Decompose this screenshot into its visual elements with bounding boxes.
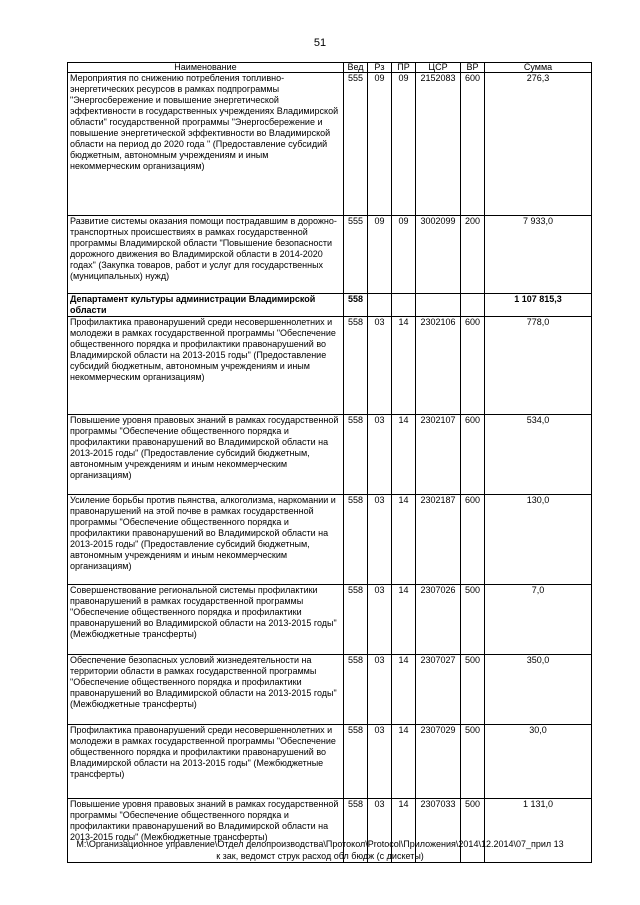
cell-csr: 2152083 xyxy=(416,73,461,216)
cell-sum: 778,0 xyxy=(485,317,592,415)
cell-pr: 14 xyxy=(392,585,416,655)
cell-rz xyxy=(368,294,392,317)
footer-line-1: M:\Организационное управление\Отдел делопроизводства\Протокол\Protocol\Приложения\2014\12.2014\07_прил 13 xyxy=(76,839,564,849)
cell-ved: 558 xyxy=(344,415,368,495)
cell-ved: 555 xyxy=(344,73,368,216)
table-row xyxy=(68,294,592,317)
table-row xyxy=(68,725,592,799)
cell-vr: 500 xyxy=(461,725,485,799)
cell-ved: 558 xyxy=(344,294,368,317)
table-header-row xyxy=(68,63,592,73)
table-row xyxy=(68,317,592,415)
cell-csr: 2307027 xyxy=(416,655,461,725)
cell-rz: 03 xyxy=(368,799,392,863)
cell-sum: 7 933,0 xyxy=(485,216,592,294)
cell-csr: 2302187 xyxy=(416,495,461,585)
cell-csr: 2302107 xyxy=(416,415,461,495)
cell-name: Департамент культуры администрации Владимирской области xyxy=(68,294,344,317)
cell-sum: 276,3 xyxy=(485,73,592,216)
cell-rz: 09 xyxy=(368,216,392,294)
cell-name: Мероприятия по снижению потребления топливно-энергетических ресурсов в рамках подпрограммы "Энергосбережение и повышение энергетической эффективности в государственных учреждениях Владимирской области" государственной программы "Энергосбережение и повышение энергетической эффективности во Владимирской области на период до 2020 года " (Предоставление субсидий бюджетным, автономным учреждениям и иным некоммерческим организациям) xyxy=(68,73,344,216)
cell-pr: 14 xyxy=(392,495,416,585)
cell-csr: 2307026 xyxy=(416,585,461,655)
cell-csr: 2307029 xyxy=(416,725,461,799)
cell-rz: 03 xyxy=(368,415,392,495)
cell-ved: 558 xyxy=(344,725,368,799)
cell-ved: 558 xyxy=(344,585,368,655)
table-row xyxy=(68,655,592,725)
footer-line-2: к зак, ведомст струк расход обл бюдж (с дискеты) xyxy=(216,851,424,861)
cell-name: Развитие системы оказания помощи пострадавшим в дорожно-транспортных происшествиях в рамках государственной программы Владимирской области "Повышение безопасности дорожного движения во Владимирской области в 2014-2020 годах" (Закупка товаров, работ и услуг для государственных (муниципальных) нужд) xyxy=(68,216,344,294)
header-sum: Сумма xyxy=(485,63,592,73)
cell-sum: 350,0 xyxy=(485,655,592,725)
cell-rz: 09 xyxy=(368,73,392,216)
cell-name: Профилактика правонарушений среди несовершеннолетних и молодежи в рамках государственной программы "Обеспечение общественного порядка и профилактики правонарушений во Владимирской области на 2013-2015 годы" (Межбюджетные трансферты) xyxy=(68,725,344,799)
cell-name: Профилактика правонарушений среди несовершеннолетних и молодежи в рамках государственной программы "Обеспечение общественного порядка и профилактики правонарушений во Владимирской области на 2013-2015 годы" (Предоставление субсидий бюджетным, автономным учреждениям и иным некоммерческим организациям) xyxy=(68,317,344,415)
header-name: Наименование xyxy=(68,63,344,73)
table-row xyxy=(68,73,592,216)
header-vr: ВР xyxy=(461,63,485,73)
cell-pr: 14 xyxy=(392,655,416,725)
cell-rz: 03 xyxy=(368,317,392,415)
cell-sum: 30,0 xyxy=(485,725,592,799)
cell-ved: 558 xyxy=(344,799,368,863)
cell-rz: 03 xyxy=(368,495,392,585)
cell-sum: 534,0 xyxy=(485,415,592,495)
table-row xyxy=(68,585,592,655)
cell-csr: 3002099 xyxy=(416,216,461,294)
cell-pr: 09 xyxy=(392,73,416,216)
cell-name: Повышение уровня правовых знаний в рамках государственной программы "Обеспечение общественного порядка и профилактики правонарушений во Владимирской области на 2013-2015 годы" (Межбюджетные трансферты) xyxy=(68,799,344,863)
cell-ved: 558 xyxy=(344,495,368,585)
budget-table xyxy=(67,62,592,863)
cell-pr: 14 xyxy=(392,799,416,863)
cell-vr xyxy=(461,294,485,317)
cell-rz: 03 xyxy=(368,655,392,725)
cell-rz: 03 xyxy=(368,585,392,655)
cell-pr: 14 xyxy=(392,317,416,415)
cell-csr: 2302106 xyxy=(416,317,461,415)
cell-sum: 130,0 xyxy=(485,495,592,585)
file-path-footer xyxy=(0,838,640,862)
table-row xyxy=(68,415,592,495)
cell-pr: 14 xyxy=(392,415,416,495)
cell-sum: 1 131,0 xyxy=(485,799,592,863)
cell-name: Совершенствование региональной системы профилактики правонарушений в рамках государственной программы "Обеспечение общественного порядка и профилактики правонарушений во Владимирской области на 2013-2015 годы" (Межбюджетные трансферты) xyxy=(68,585,344,655)
cell-ved: 558 xyxy=(344,317,368,415)
cell-ved: 555 xyxy=(344,216,368,294)
cell-vr: 500 xyxy=(461,799,485,863)
cell-pr xyxy=(392,294,416,317)
cell-rz: 03 xyxy=(368,725,392,799)
cell-vr: 600 xyxy=(461,317,485,415)
cell-name: Усиление борьбы против пьянства, алкоголизма, наркомании и правонарушений на этой почве в рамках государственной программы "Обеспечение общественного порядка и профилактики правонарушений во Владимирской области на 2013-2015 годы" (Предоставление субсидий бюджетным, автономным учреждениям и иным некоммерческим организациям) xyxy=(68,495,344,585)
cell-pr: 09 xyxy=(392,216,416,294)
table-row xyxy=(68,216,592,294)
cell-name: Повышение уровня правовых знаний в рамках государственной программы "Обеспечение общественного порядка и профилактики правонарушений во Владимирской области на 2013-2015 годы" (Предоставление субсидий бюджетным, автономным учреждениям и иным некоммерческим организациям) xyxy=(68,415,344,495)
cell-sum: 7,0 xyxy=(485,585,592,655)
header-rz: Рз xyxy=(368,63,392,73)
cell-csr: 2307033 xyxy=(416,799,461,863)
cell-ved: 558 xyxy=(344,655,368,725)
table-row xyxy=(68,495,592,585)
header-csr: ЦСР xyxy=(416,63,461,73)
cell-vr: 600 xyxy=(461,415,485,495)
cell-csr xyxy=(416,294,461,317)
header-ved: Вед xyxy=(344,63,368,73)
cell-vr: 200 xyxy=(461,216,485,294)
cell-sum: 1 107 815,3 xyxy=(485,294,592,317)
cell-name: Обеспечение безопасных условий жизнедеятельности на территории области в рамках государственной программы "Обеспечение общественного порядка и профилактики правонарушений во Владимирской области на 2013-2015 годы" (Межбюджетные трансферты) xyxy=(68,655,344,725)
cell-vr: 500 xyxy=(461,655,485,725)
cell-vr: 500 xyxy=(461,585,485,655)
cell-pr: 14 xyxy=(392,725,416,799)
page-number: 51 xyxy=(313,37,327,49)
header-pr: ПР xyxy=(392,63,416,73)
cell-vr: 600 xyxy=(461,73,485,216)
cell-vr: 600 xyxy=(461,495,485,585)
